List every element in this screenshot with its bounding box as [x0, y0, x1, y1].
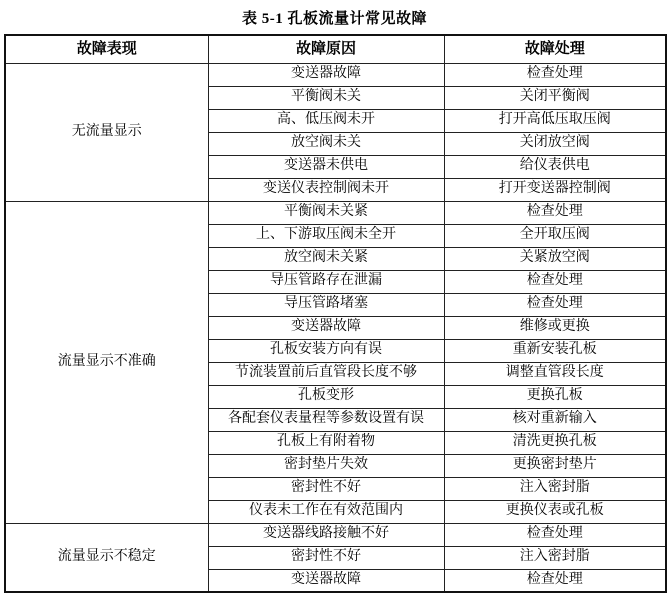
- treatment-cell: 关紧放空阀: [444, 247, 666, 270]
- treatment-cell: 检查处理: [444, 569, 666, 592]
- table-row: [5, 523, 666, 546]
- treatment-cell: 核对重新输入: [444, 408, 666, 431]
- treatment-cell: 调整直管段长度: [444, 362, 666, 385]
- treatment-cell: 检查处理: [444, 523, 666, 546]
- cause-cell: 孔板安装方向有误: [208, 339, 444, 362]
- treatment-cell: 给仪表供电: [444, 155, 666, 178]
- cause-cell: 变送器线路接触不好: [208, 523, 444, 546]
- column-header-cause: 故障原因: [208, 35, 444, 63]
- fault-table: [4, 34, 667, 593]
- column-header-symptom: 故障表现: [5, 35, 208, 63]
- treatment-cell: 检查处理: [444, 201, 666, 224]
- cause-cell: 平衡阀未关紧: [208, 201, 444, 224]
- treatment-cell: 打开高低压取压阀: [444, 109, 666, 132]
- header-row: [5, 35, 666, 63]
- cause-cell: 导压管路存在泄漏: [208, 270, 444, 293]
- treatment-cell: 全开取压阀: [444, 224, 666, 247]
- cause-cell: 变送器故障: [208, 316, 444, 339]
- cause-cell: 各配套仪表量程等参数设置有误: [208, 408, 444, 431]
- treatment-cell: 维修或更换: [444, 316, 666, 339]
- treatment-cell: 更换仪表或孔板: [444, 500, 666, 523]
- treatment-cell: 更换孔板: [444, 385, 666, 408]
- treatment-cell: 注入密封脂: [444, 477, 666, 500]
- treatment-cell: 检查处理: [444, 293, 666, 316]
- treatment-cell: 检查处理: [444, 270, 666, 293]
- treatment-cell: 清洗更换孔板: [444, 431, 666, 454]
- table-row: [5, 201, 666, 224]
- treatment-cell: 检查处理: [444, 63, 666, 86]
- treatment-cell: 关闭平衡阀: [444, 86, 666, 109]
- column-header-treatment: 故障处理: [444, 35, 666, 63]
- table-title: 表 5-1 孔板流量计常见故障: [242, 11, 427, 27]
- treatment-cell: 关闭放空阀: [444, 132, 666, 155]
- fault-table-body: [5, 63, 666, 592]
- cause-cell: 放空阀未关紧: [208, 247, 444, 270]
- fault-table-header: [5, 35, 666, 63]
- cause-cell: 放空阀未关: [208, 132, 444, 155]
- table-row: [5, 63, 666, 86]
- treatment-cell: 更换密封垫片: [444, 454, 666, 477]
- symptom-cell: 流量显示不准确: [5, 201, 208, 523]
- cause-cell: 孔板变形: [208, 385, 444, 408]
- cause-cell: 仪表未工作在有效范围内: [208, 500, 444, 523]
- cause-cell: 上、下游取压阀未全开: [208, 224, 444, 247]
- cause-cell: 孔板上有附着物: [208, 431, 444, 454]
- cause-cell: 密封性不好: [208, 477, 444, 500]
- cause-cell: 变送仪表控制阀未开: [208, 178, 444, 201]
- treatment-cell: 打开变送器控制阀: [444, 178, 666, 201]
- cause-cell: 密封垫片失效: [208, 454, 444, 477]
- cause-cell: 导压管路堵塞: [208, 293, 444, 316]
- cause-cell: 变送器故障: [208, 569, 444, 592]
- cause-cell: 密封性不好: [208, 546, 444, 569]
- symptom-cell: 无流量显示: [5, 63, 208, 201]
- treatment-cell: 注入密封脂: [444, 546, 666, 569]
- cause-cell: 平衡阀未关: [208, 86, 444, 109]
- cause-cell: 变送器故障: [208, 63, 444, 86]
- cause-cell: 变送器未供电: [208, 155, 444, 178]
- cause-cell: 节流装置前后直管段长度不够: [208, 362, 444, 385]
- treatment-cell: 重新安装孔板: [444, 339, 666, 362]
- cause-cell: 高、低压阀未开: [208, 109, 444, 132]
- symptom-cell: 流量显示不稳定: [5, 523, 208, 592]
